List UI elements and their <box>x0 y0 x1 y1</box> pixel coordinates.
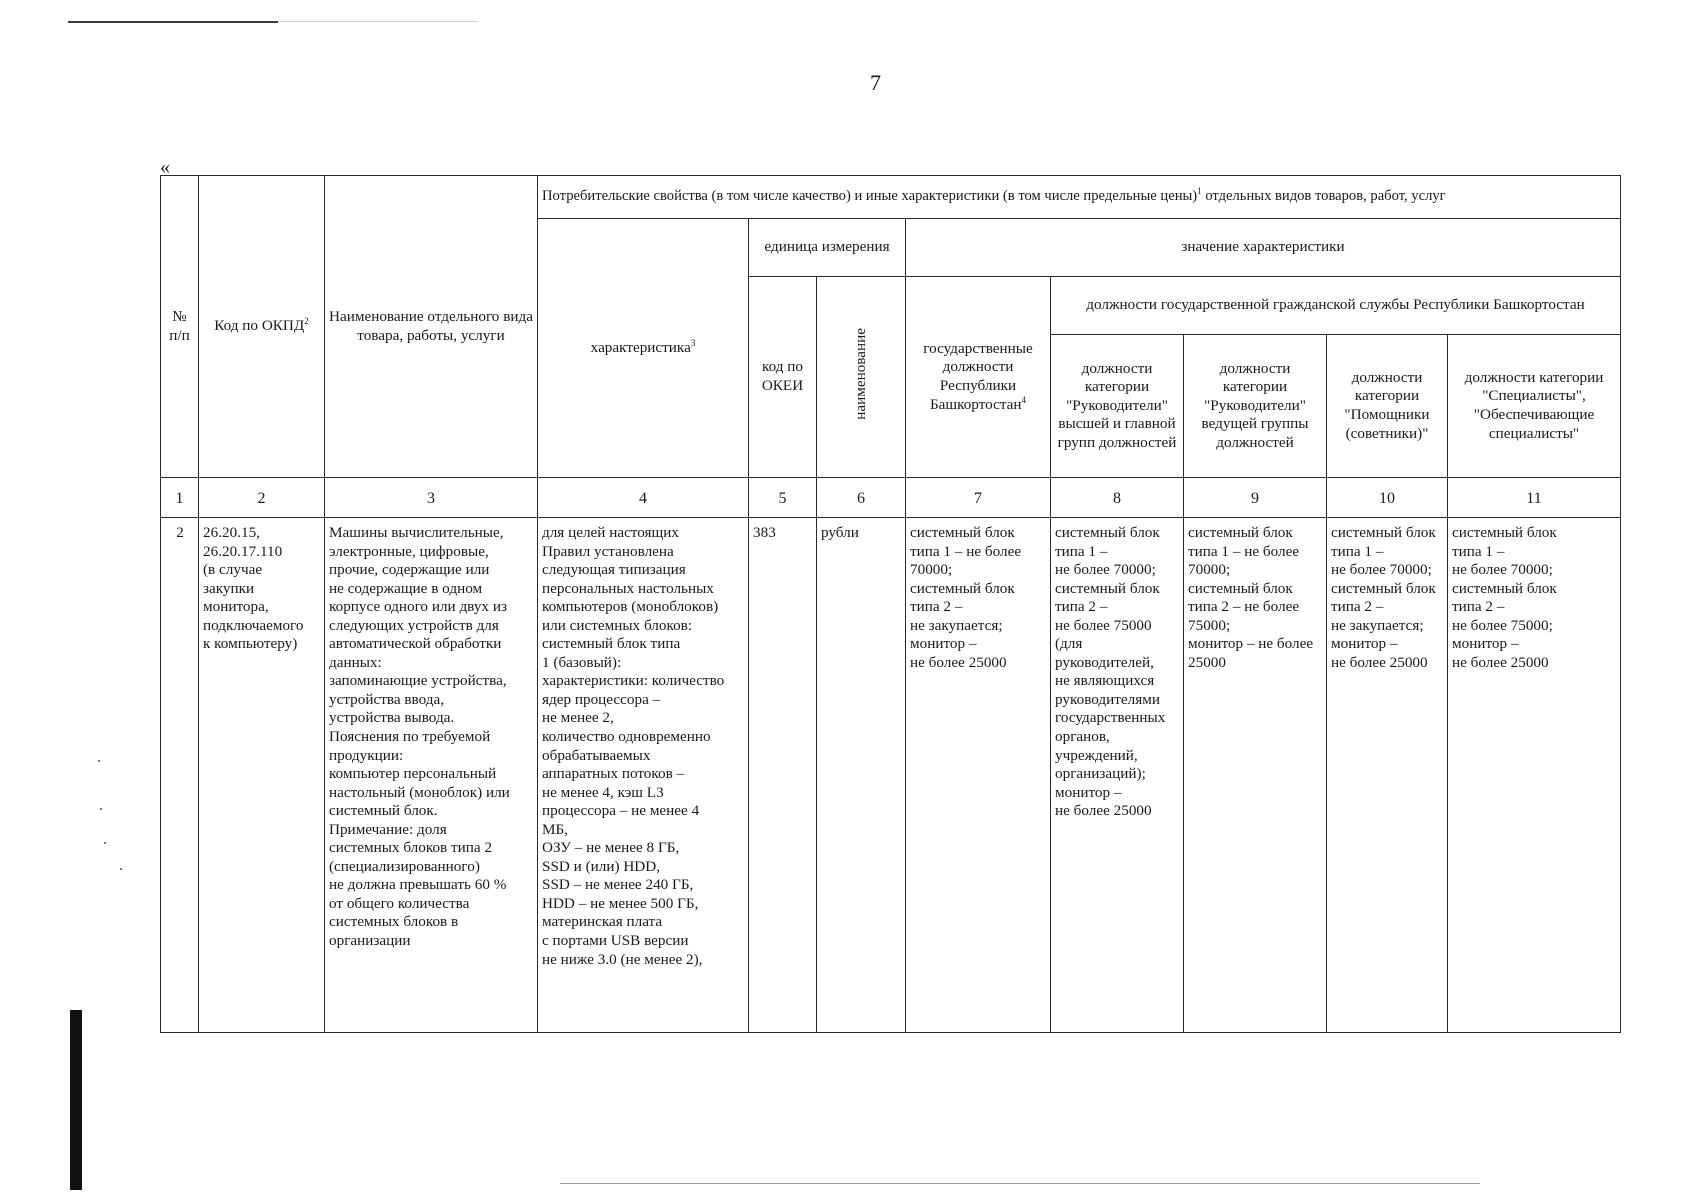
column-number: 2 <box>199 478 325 518</box>
leaders-lead-header: должности категории "Руководители" ведущей группы должностей <box>1184 335 1327 478</box>
specialists-header: должности категории "Специалисты", "Обеспечивающие специалисты" <box>1448 335 1621 478</box>
value-leaders-high: системный блок типа 1 – не более 70000; системный блок типа 2 – не более 75000 (для руководителей, не являющихся руководителями государственных органов, учреждений, организаций); монитор – не более 25000 <box>1051 518 1184 1033</box>
assistants-header: должности категории "Помощники (советники)" <box>1327 335 1448 478</box>
column-number: 3 <box>325 478 538 518</box>
product-characteristics-table <box>160 175 1621 1033</box>
value-specialists: системный блок типа 1 – не более 70000; системный блок типа 2 – не более 75000; монитор – не более 25000 <box>1448 518 1621 1033</box>
okei-code: 383 <box>749 518 817 1033</box>
column-number: 8 <box>1051 478 1184 518</box>
characteristic: для целей настоящих Правил установлена следующая типизация персональных настольных компьютеров (моноблоков) или системных блоков: системный блок типа 1 (базовый): характеристики: количество ядер процессора – не менее 2, количество одновременно обрабатываемых аппаратных потоков – не менее 4, кэш L3 процессора – не менее 4 МБ, ОЗУ – не менее 8 ГБ, SSD и (или) HDD, SSD – не менее 240 ГБ, HDD – не менее 500 ГБ, материнская плата с портами USB версии не ниже 3.0 (не менее 2), <box>538 518 749 1033</box>
product-name: Машины вычислительные, электронные, цифровые, прочие, содержащие или не содержащие в одном корпусе одного или двух из следующих устройств для автоматической обработки данных: запоминающие устройства, устройства ввода, устройства вывода. Пояснения по требуемой продукции: компьютер персональный настольный (моноблок) или системный блок. Примечание: доля системных блоков типа 2 (специализированного) не должна превышать 60 % от общего количества системных блоков в организации <box>325 518 538 1033</box>
value-group-header: значение характеристики <box>906 219 1621 277</box>
page-number: 7 <box>870 70 881 95</box>
col-code-header: Код по ОКПД$^2$ <box>199 176 325 478</box>
scan-edge-bar <box>70 1010 82 1190</box>
top-rule <box>68 21 278 23</box>
column-number: 1 <box>161 478 199 518</box>
bottom-rule <box>560 1183 1480 1184</box>
column-number: 11 <box>1448 478 1621 518</box>
col-number-header: № п/п <box>161 176 199 478</box>
scan-speck <box>120 868 122 870</box>
unit-group-header: единица измерения <box>749 219 906 277</box>
scan-speck <box>100 808 102 810</box>
okpd-code: 26.20.15, 26.20.17.110 (в случае закупки монитора, подключаемого к компьютеру) <box>199 518 325 1033</box>
col-characteristic-header: характеристика$^3$ <box>538 219 749 478</box>
value-assistants: системный блок типа 1 – не более 70000; системный блок типа 2 – не закупается; монитор – не более 25000 <box>1327 518 1448 1033</box>
column-number: 7 <box>906 478 1051 518</box>
header-row-1 <box>161 176 1621 219</box>
column-number: 4 <box>538 478 749 518</box>
column-number: 10 <box>1327 478 1448 518</box>
column-number: 9 <box>1184 478 1327 518</box>
value-leaders-lead: системный блок типа 1 – не более 70000; системный блок типа 2 – не более 75000; монитор – не более 25000 <box>1184 518 1327 1033</box>
row-number: 2 <box>161 518 199 1033</box>
col-name-header: Наименование отдельного вида товара, работы, услуги <box>325 176 538 478</box>
unit-name: рубли <box>817 518 906 1033</box>
scan-speck <box>104 842 106 844</box>
civil-service-group-header: должности государственной гражданской службы Республики Башкортостан <box>1051 277 1621 335</box>
unit-name-header: наименование <box>817 277 906 478</box>
unit-code-header: код по ОКЕИ <box>749 277 817 478</box>
top-rule-faint <box>278 21 478 22</box>
main-header: Потребительские свойства (в том числе качество) и иные характеристики (в том числе предельные цены)$^1$ отдельных видов товаров, работ, услуг <box>538 176 1621 219</box>
state-positions-header: государственные должности Республики Башкортостан$^4$ <box>906 277 1051 478</box>
open-quote-mark: « <box>160 156 170 178</box>
value-state-positions: системный блок типа 1 – не более 70000; системный блок типа 2 – не закупается; монитор – не более 25000 <box>906 518 1051 1033</box>
column-number: 5 <box>749 478 817 518</box>
leaders-high-header: должности категории "Руководители" высшей и главной групп должностей <box>1051 335 1184 478</box>
table-row <box>161 518 1621 1033</box>
scan-speck <box>98 760 100 762</box>
column-number-row <box>161 478 1621 518</box>
column-number: 6 <box>817 478 906 518</box>
